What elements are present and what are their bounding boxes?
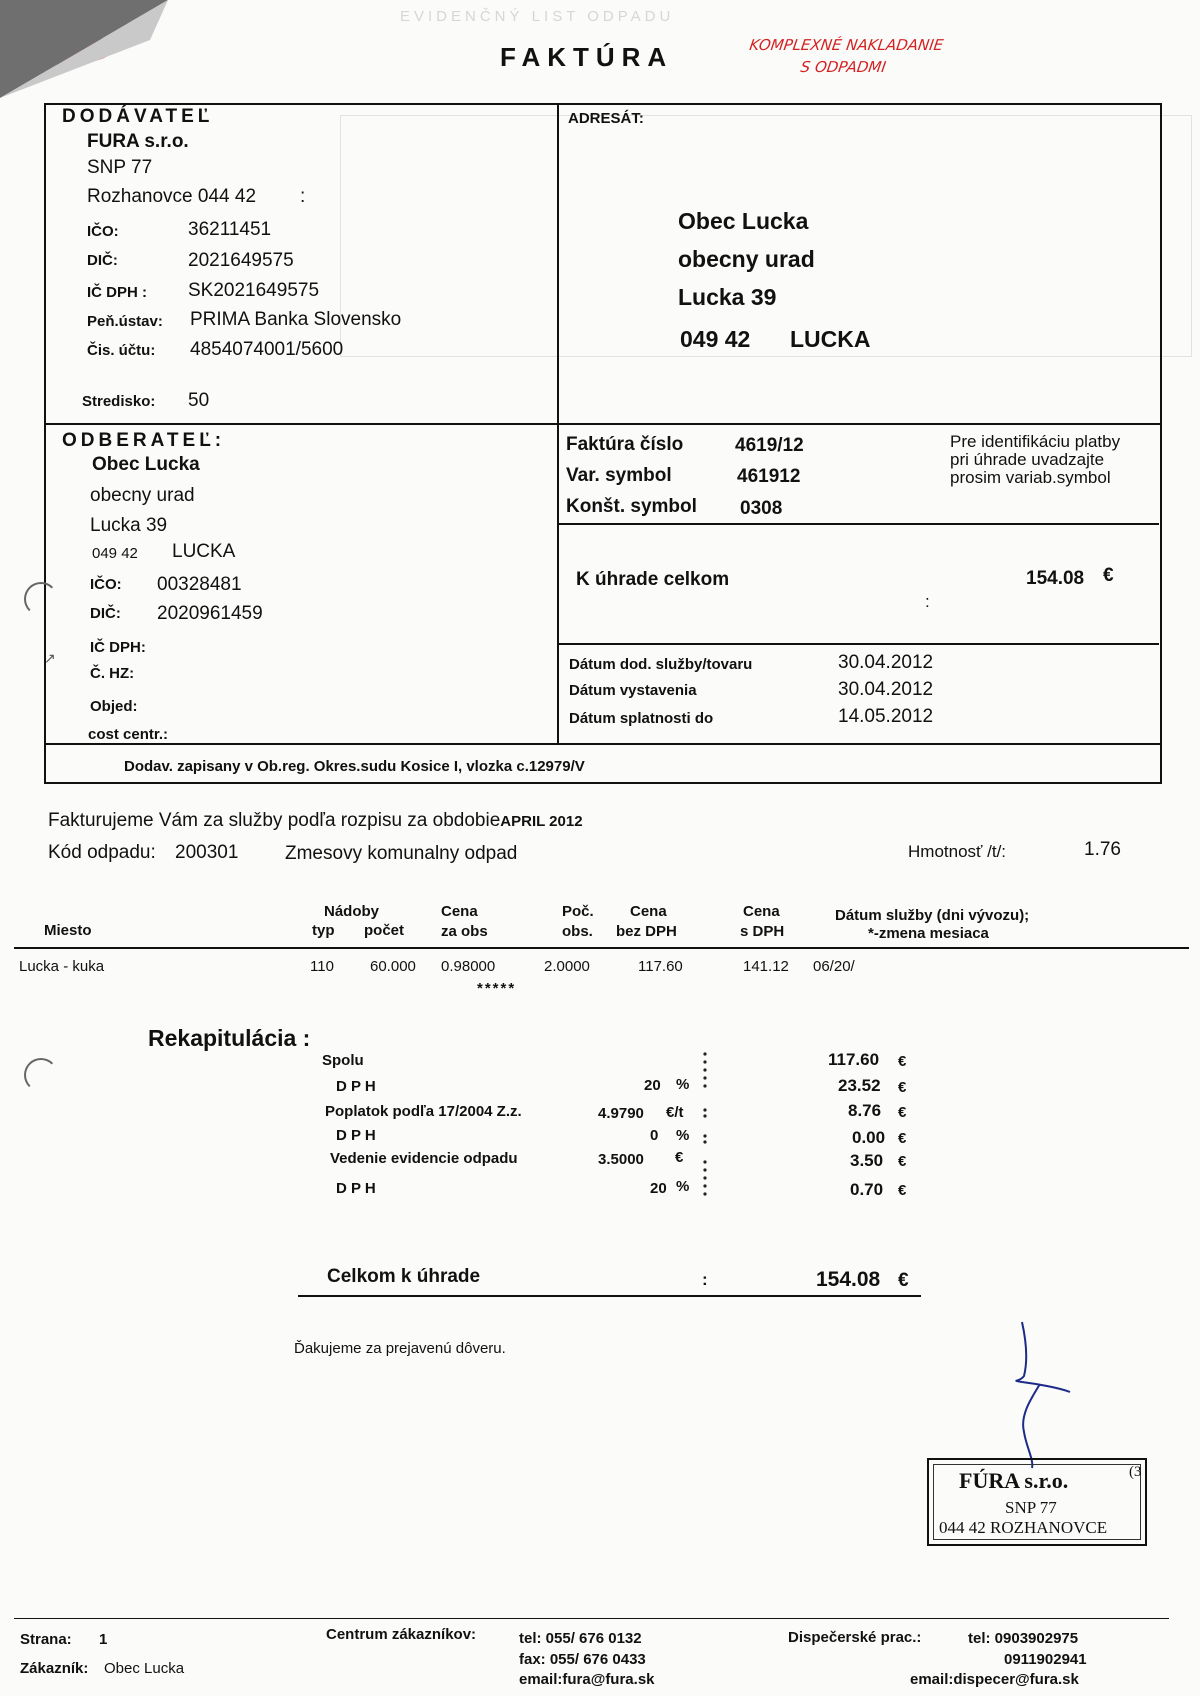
table-row	[0, 958, 1200, 980]
recap-heading: Rekapitulácia :	[148, 1025, 311, 1051]
supplier-bank-label: Peň.ústav:	[87, 313, 163, 330]
grand-total-label: Celkom k úhrade	[327, 1266, 481, 1287]
weight-label: Hmotnosť /t/:	[908, 842, 1007, 861]
invoice-number-label: Faktúra číslo	[566, 434, 684, 455]
supplier-center-label: Stredisko:	[82, 393, 156, 410]
amount-due-colon: :	[925, 592, 930, 611]
recap-value-vat2: 0.00	[852, 1128, 886, 1147]
recap-label-vat2: D P H	[336, 1127, 376, 1144]
footer-dispatch-tel: tel: 0903902975	[968, 1630, 1079, 1647]
divider-horizontal-2	[559, 523, 1159, 525]
col-net-top: Cena	[630, 903, 667, 920]
recap-value-vat3: 0.70	[850, 1180, 884, 1199]
supplier-ico-label: IČO:	[87, 223, 119, 240]
faded-form-heading: EVIDENČNÝ LIST ODPADU	[400, 8, 675, 25]
recap-value-total: 117.60	[828, 1050, 880, 1069]
row-net: 117.60	[638, 958, 683, 975]
supplier-icdph: SK2021649575	[188, 280, 320, 301]
customer-line2: obecny urad	[90, 485, 195, 506]
recap-unit-records: €	[675, 1149, 684, 1166]
customer-order-label: Objed:	[90, 698, 138, 715]
footer-center-fax: fax: 055/ 676 0433	[519, 1651, 646, 1668]
recap-value-fee: 8.76	[848, 1101, 882, 1120]
document-title: FAKTÚRA	[500, 42, 674, 72]
footer-center-email: email:fura@fura.sk	[519, 1671, 655, 1688]
thanks-note: Ďakujeme za prejavenú dôveru.	[294, 1340, 506, 1357]
supplier-dic: 2021649575	[188, 250, 294, 271]
supplier-center: 50	[188, 390, 210, 411]
col-type: typ	[312, 922, 335, 939]
col-count: počet	[364, 922, 405, 939]
footer-rule	[14, 1618, 1169, 1619]
constant-symbol: 0308	[740, 498, 783, 519]
stamp-name: FÚRA s.r.o.	[959, 1468, 1069, 1493]
col-price-top: Cena	[441, 903, 478, 920]
payment-note: Pre identifikáciu platby pri úhrade uvadzajte prosim variab.symbol	[950, 432, 1121, 487]
addressee-line3: Lucka 39	[678, 284, 777, 310]
row-num: 2.0000	[544, 958, 590, 975]
issue-date-label: Dátum vystavenia	[569, 682, 697, 699]
addressee-town: LUCKA	[790, 326, 871, 352]
stamp-mark: (3	[1129, 1464, 1142, 1480]
table-end-mark: *****	[477, 980, 517, 997]
supplier-dic-label: DIČ:	[87, 252, 118, 269]
recap-rate-records: 3.5000	[598, 1151, 644, 1168]
recap-currency-total: €	[898, 1053, 907, 1070]
row-dates: 06/20/	[813, 958, 855, 975]
footer-page: 1	[99, 1631, 108, 1648]
divider-horizontal-1	[44, 423, 1160, 425]
company-slogan: KOMPLEXNÉ NAKLADANIE S ODPADMI	[748, 36, 945, 76]
weight-value: 1.76	[1084, 839, 1121, 860]
col-place: Miesto	[44, 922, 92, 939]
punch-hole-bottom	[24, 1058, 58, 1092]
customer-heading: ODBERATEĽ:	[62, 430, 226, 451]
col-num-bottom: obs.	[562, 923, 593, 940]
waste-code-label: Kód odpadu:	[48, 842, 156, 863]
row-place: Lucka - kuka	[19, 958, 105, 975]
recap-currency-vat1: €	[898, 1079, 907, 1096]
folded-corner	[0, 0, 170, 100]
invoice-number: 4619/12	[735, 435, 804, 456]
supplier-account: 4854074001/5600	[190, 339, 344, 360]
customer-line3: Lucka 39	[90, 515, 168, 536]
col-gross-top: Cena	[743, 903, 780, 920]
amount-due-currency: €	[1103, 565, 1114, 586]
customer-hz-label: Č. HZ:	[90, 665, 135, 682]
customer-icdph-label: IČ DPH:	[90, 639, 146, 656]
recap-rate-vat2: 0	[650, 1127, 659, 1144]
recap-label-vat1: D P H	[336, 1078, 376, 1095]
divider-horizontal-4	[44, 743, 1160, 745]
supply-date: 30.04.2012	[838, 652, 934, 673]
maturity-date: 14.05.2012	[838, 706, 934, 727]
grand-total-value: 154.08	[816, 1268, 881, 1291]
amount-due: 154.08	[1026, 568, 1085, 589]
recap-currency-vat3: €	[898, 1182, 907, 1199]
intro-line: Fakturujeme Vám za služby podľa rozpisu za obdobie	[48, 810, 501, 831]
recap-rate-vat3: 20	[650, 1180, 667, 1197]
grand-total-currency: €	[898, 1270, 909, 1291]
footer-customer-label: Zákazník:	[20, 1660, 89, 1677]
grand-total-rule	[298, 1295, 921, 1297]
registration-note: Dodav. zapisany v Ob.reg. Okres.sudu Kosice I, vlozka c.12979/V	[124, 758, 585, 775]
col-net-bottom: bez DPH	[616, 923, 677, 940]
row-gross: 141.12	[743, 958, 789, 975]
customer-ico-label: IČO:	[90, 576, 122, 593]
footer-customer: Obec Lucka	[104, 1660, 185, 1677]
supplier-city: Rozhanovce 044 42	[87, 186, 257, 207]
divider-horizontal-3	[559, 643, 1159, 645]
waste-code: 200301	[175, 842, 239, 863]
recap-label-total: Spolu	[322, 1052, 364, 1069]
customer-cost-label: cost centr.:	[88, 726, 169, 743]
recap-rate-fee: 4.9790	[598, 1105, 644, 1122]
supply-date-label: Dátum dod. služby/tovaru	[569, 656, 753, 673]
customer-dic: 2020961459	[157, 603, 263, 624]
addressee-line1: Obec Lucka	[678, 208, 809, 234]
amount-due-label: K úhrade celkom	[576, 569, 730, 590]
customer-ico: 00328481	[157, 574, 242, 595]
col-date-top: Dátum služby (dni vývozu);	[835, 907, 1030, 924]
footer-dispatch-label: Dispečerské prac.:	[788, 1629, 922, 1646]
grand-total-colon: :	[702, 1270, 708, 1289]
addressee-zip: 049 42	[680, 326, 751, 352]
recap-value-vat1: 23.52	[838, 1076, 881, 1095]
recap-colons	[700, 1050, 712, 1200]
supplier-bank: PRIMA Banka Slovensko	[190, 309, 402, 330]
addressee-heading: ADRESÁT:	[568, 110, 644, 127]
customer-zip: 049 42	[92, 545, 138, 562]
col-date-bottom: *-zmena mesiaca	[868, 925, 989, 942]
company-stamp	[927, 1458, 1147, 1546]
customer-dic-label: DIČ:	[90, 605, 121, 622]
col-num-top: Poč.	[562, 903, 594, 920]
supplier-street: SNP 77	[87, 157, 153, 178]
recap-unit-vat1: %	[676, 1076, 690, 1093]
issue-date: 30.04.2012	[838, 679, 934, 700]
col-price-bottom: za obs	[441, 923, 488, 940]
constant-symbol-label: Konšt. symbol	[566, 496, 697, 517]
handwritten-signature	[980, 1320, 1090, 1470]
row-type: 110	[310, 958, 334, 975]
col-gross-bottom: s DPH	[740, 923, 785, 940]
recap-currency-fee: €	[898, 1104, 907, 1121]
waste-name: Zmesovy komunalny odpad	[285, 843, 518, 864]
recap-unit-vat3: %	[676, 1178, 690, 1195]
recap-unit-fee: €/t	[666, 1104, 684, 1121]
variable-symbol: 461912	[737, 466, 801, 487]
recap-label-records: Vedenie evidencie odpadu	[330, 1150, 518, 1167]
recap-label-vat3: D P H	[336, 1180, 376, 1197]
recap-value-records: 3.50	[850, 1151, 884, 1170]
maturity-date-label: Dátum splatnosti do	[569, 710, 714, 727]
supplier-icdph-label: IČ DPH :	[87, 284, 147, 301]
customer-name: Obec Lucka	[92, 454, 200, 475]
margin-arrow-icon: ↗	[44, 650, 56, 666]
supplier-heading: DODÁVATEĽ	[62, 106, 214, 127]
stamp-street: SNP 77	[1005, 1498, 1057, 1517]
customer-town: LUCKA	[172, 541, 236, 562]
footer-page-label: Strana:	[20, 1631, 72, 1648]
billing-period: APRIL 2012	[500, 813, 583, 830]
col-containers: Nádoby	[324, 903, 380, 920]
punch-hole-top	[24, 582, 58, 616]
supplier-account-label: Čis. účtu:	[87, 342, 156, 359]
recap-label-fee: Poplatok podľa 17/2004 Z.z.	[325, 1103, 522, 1120]
supplier-city-colon: :	[300, 186, 306, 207]
variable-symbol-label: Var. symbol	[566, 465, 672, 486]
footer-center-label: Centrum zákazníkov:	[326, 1626, 477, 1643]
supplier-name: FURA s.r.o.	[87, 131, 189, 152]
stamp-city: 044 42 ROZHANOVCE	[939, 1518, 1108, 1537]
recap-currency-vat2: €	[898, 1130, 907, 1147]
row-count: 60.000	[370, 958, 416, 975]
row-price: 0.98000	[441, 958, 496, 975]
recap-currency-records: €	[898, 1153, 907, 1170]
footer-dispatch-email: email:dispecer@fura.sk	[910, 1671, 1079, 1688]
table-header-rule	[14, 947, 1189, 949]
intro-text	[48, 810, 583, 832]
addressee-line2: obecny urad	[678, 246, 815, 272]
recap-unit-vat2: %	[676, 1127, 690, 1144]
supplier-ico: 36211451	[188, 219, 272, 240]
footer-dispatch-tel2: 0911902941	[1004, 1651, 1087, 1668]
footer-center-tel: tel: 055/ 676 0132	[519, 1630, 642, 1647]
recap-rate-vat1: 20	[644, 1077, 661, 1094]
